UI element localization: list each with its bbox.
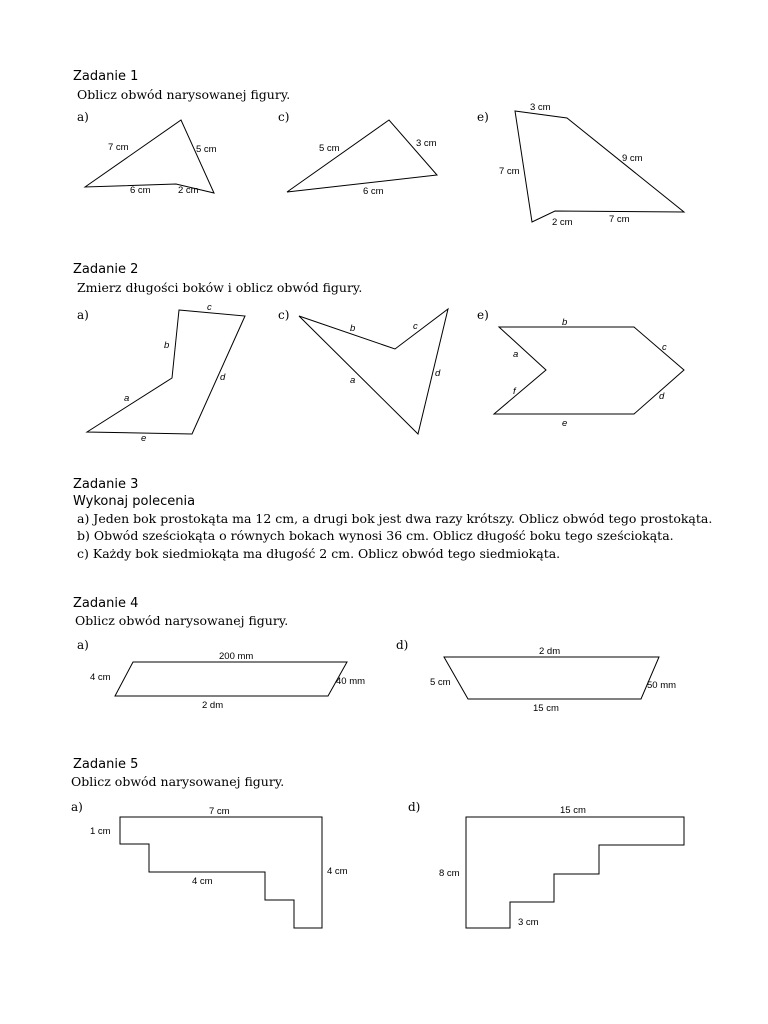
task4-figure-a-side-label: 40 mm xyxy=(336,676,366,687)
task4-figure-d-side-label: 5 cm xyxy=(430,677,451,688)
task2-figure-c-side-label: d xyxy=(435,368,441,379)
task4-figure-d-side-label: 50 mm xyxy=(647,680,677,691)
task3-item-b: b) Obwód sześciokąta o równych bokach wynosi 36 cm. Oblicz długość boku tego sześciokąta. xyxy=(77,528,674,543)
task1-figure-e-side-label: 2 cm xyxy=(552,217,573,228)
task1-figure-a-tag: a) xyxy=(77,110,89,124)
task5-figure-d-tag: d) xyxy=(408,800,421,814)
task2-figure-e-side-label: b xyxy=(562,317,568,328)
task5-figure-a-shape xyxy=(120,817,322,928)
task1-figure-e-side-label: 7 cm xyxy=(609,214,630,225)
task2-figure-a-side-label: a xyxy=(124,393,130,404)
task4-instruction: Oblicz obwód narysowanej figury. xyxy=(75,613,289,628)
task1-figure-a-side-label: 7 cm xyxy=(108,142,129,153)
task1-figure-c-side-label: 3 cm xyxy=(416,138,437,149)
task1-figure-e-side-label: 7 cm xyxy=(499,166,520,177)
task1-figure-c-tag: c) xyxy=(278,110,290,124)
task2-figure-c-tag: c) xyxy=(278,308,290,322)
task5-figure-a-tag: a) xyxy=(71,800,83,814)
task5-figure-a xyxy=(90,806,348,928)
task5-figure-a-side-label: 7 cm xyxy=(209,806,230,817)
task5-heading: Zadanie 5 xyxy=(73,757,139,772)
task3-heading: Zadanie 3 xyxy=(73,477,139,492)
task1-figure-c-side-label: 6 cm xyxy=(363,186,384,197)
task2-figure-a-side-label: b xyxy=(164,340,170,351)
task1-figure-c-side-label: 5 cm xyxy=(319,143,340,154)
task1-instruction: Oblicz obwód narysowanej figury. xyxy=(77,87,291,102)
task3-item-a: a) Jeden bok prostokąta ma 12 cm, a drugi bok jest dwa razy krótszy. Oblicz obwód tego prostokąta. xyxy=(77,511,713,526)
task5-figure-a-side-label: 4 cm xyxy=(192,876,213,887)
task2-figure-c-side-label: a xyxy=(350,375,356,386)
task5-figure-a-side-label: 4 cm xyxy=(327,866,348,877)
task4-figure-a-side-label: 2 dm xyxy=(202,700,224,711)
task3-item-c: c) Każdy bok siedmiokąta ma długość 2 cm. Oblicz obwód tego siedmiokąta. xyxy=(77,546,561,561)
task5-instruction: Oblicz obwód narysowanej figury. xyxy=(71,774,285,789)
task1-figure-e-side-label: 3 cm xyxy=(530,102,551,113)
task2-figure-c-side-label: b xyxy=(350,323,356,334)
task4-figure-d-side-label: 2 dm xyxy=(539,646,561,657)
task4-heading: Zadanie 4 xyxy=(73,596,139,611)
task2-figure-a-side-label: c xyxy=(207,302,212,313)
task2-heading: Zadanie 2 xyxy=(73,262,139,277)
task2-figure-e-side-label: f xyxy=(513,386,516,397)
task4-figure-a-side-label: 4 cm xyxy=(90,672,111,683)
task2-figure-e-side-label: a xyxy=(513,349,519,360)
task5-figure-d-side-label: 8 cm xyxy=(439,868,460,879)
task1-heading: Zadanie 1 xyxy=(73,69,139,84)
task5-figure-d-side-label: 15 cm xyxy=(560,805,586,816)
task1-figure-a-side-label: 5 cm xyxy=(196,144,217,155)
task2-figure-a-tag: a) xyxy=(77,308,89,322)
task5-figure-d-side-label: 3 cm xyxy=(518,917,539,928)
task2-figure-e-side-label: d xyxy=(659,391,665,402)
task2-figure-e-side-label: c xyxy=(662,342,667,353)
task4-figure-a-side-label: 200 mm xyxy=(219,651,254,662)
task2-figure-a-side-label: e xyxy=(141,433,147,444)
task2-figure-e-tag: e) xyxy=(477,308,489,322)
task3-subheading: Wykonaj polecenia xyxy=(73,494,196,509)
task1-figure-a-side-label: 6 cm xyxy=(130,185,151,196)
task4-figure-d-side-label: 15 cm xyxy=(533,703,559,714)
task5-figure-a-side-label: 1 cm xyxy=(90,826,111,837)
task5-figure-d xyxy=(439,805,684,928)
task5-figure-d-shape xyxy=(466,817,684,928)
task2-figure-e-side-label: e xyxy=(562,418,568,429)
task1-figure-e-tag: e) xyxy=(477,110,489,124)
task4-figure-a-tag: a) xyxy=(77,638,89,652)
task4-figure-d-tag: d) xyxy=(396,638,409,652)
task1-figure-a-side-label: 2 cm xyxy=(178,185,199,196)
task2-instruction: Zmierz długości boków i oblicz obwód figury. xyxy=(77,280,363,295)
task2-figure-a-side-label: d xyxy=(220,372,226,383)
task1-figure-e-side-label: 9 cm xyxy=(622,153,643,164)
task2-figure-c-side-label: c xyxy=(413,321,418,332)
